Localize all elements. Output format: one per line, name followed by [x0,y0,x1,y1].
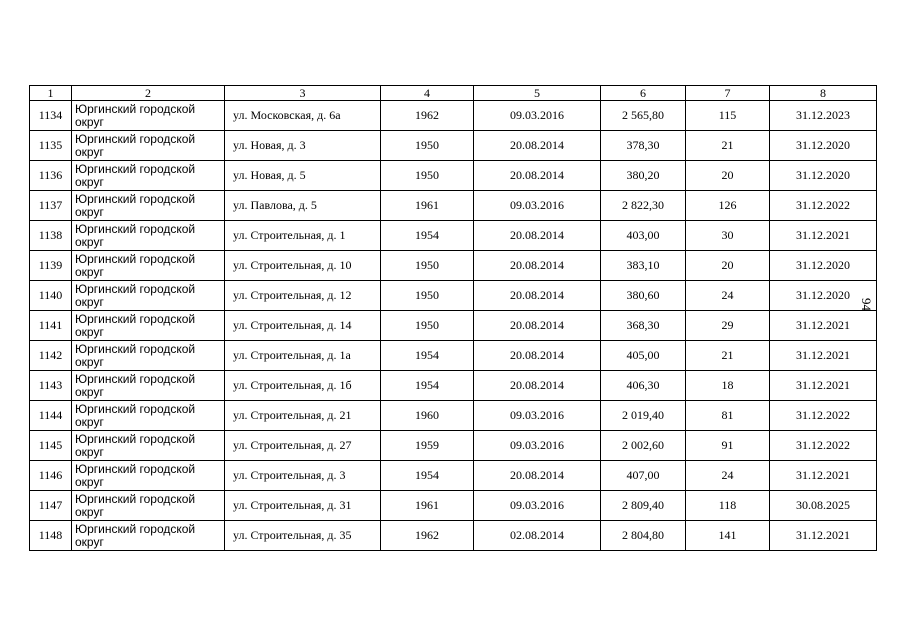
district-cell: Юргинский городской округ [72,191,225,221]
housing-table [29,85,877,551]
deadline-cell: 30.08.2025 [770,491,877,521]
residents-cell: 30 [686,221,770,251]
table-row [30,431,877,461]
deadline-cell: 31.12.2021 [770,221,877,251]
year-cell: 1954 [381,461,474,491]
date-cell: 09.03.2016 [474,401,601,431]
table-row [30,461,877,491]
table-row [30,341,877,371]
address-cell: ул. Павлова, д. 5 [225,191,381,221]
table-row [30,401,877,431]
year-cell: 1962 [381,521,474,551]
district-cell: Юргинский городской округ [72,131,225,161]
table-body [30,101,877,551]
area-cell: 2 804,80 [601,521,686,551]
district-cell: Юргинский городской округ [72,371,225,401]
residents-cell: 118 [686,491,770,521]
date-cell: 09.03.2016 [474,491,601,521]
address-cell: ул. Строительная, д. 27 [225,431,381,461]
address-cell: ул. Новая, д. 5 [225,161,381,191]
area-cell: 407,00 [601,461,686,491]
date-cell: 20.08.2014 [474,221,601,251]
residents-cell: 18 [686,371,770,401]
row-number-cell: 1144 [30,401,72,431]
area-cell: 378,30 [601,131,686,161]
row-number-cell: 1138 [30,221,72,251]
deadline-cell: 31.12.2020 [770,281,877,311]
deadline-cell: 31.12.2020 [770,131,877,161]
row-number-cell: 1136 [30,161,72,191]
district-cell: Юргинский городской округ [72,341,225,371]
address-cell: ул. Строительная, д. 35 [225,521,381,551]
date-cell: 20.08.2014 [474,161,601,191]
year-cell: 1950 [381,161,474,191]
residents-cell: 81 [686,401,770,431]
address-cell: ул. Строительная, д. 1б [225,371,381,401]
table-row [30,221,877,251]
area-cell: 380,20 [601,161,686,191]
row-number-cell: 1141 [30,311,72,341]
residents-cell: 24 [686,281,770,311]
year-cell: 1950 [381,251,474,281]
date-cell: 20.08.2014 [474,281,601,311]
date-cell: 20.08.2014 [474,311,601,341]
area-cell: 2 565,80 [601,101,686,131]
area-cell: 406,30 [601,371,686,401]
district-cell: Юргинский городской округ [72,431,225,461]
deadline-cell: 31.12.2022 [770,431,877,461]
address-cell: ул. Строительная, д. 14 [225,311,381,341]
district-cell: Юргинский городской округ [72,461,225,491]
deadline-cell: 31.12.2022 [770,191,877,221]
deadline-cell: 31.12.2022 [770,401,877,431]
row-number-cell: 1137 [30,191,72,221]
table-row [30,311,877,341]
column-header: 7 [686,86,770,101]
residents-cell: 126 [686,191,770,221]
address-cell: ул. Новая, д. 3 [225,131,381,161]
table-row [30,131,877,161]
address-cell: ул. Строительная, д. 1 [225,221,381,251]
deadline-cell: 31.12.2021 [770,341,877,371]
area-cell: 403,00 [601,221,686,251]
table-row [30,491,877,521]
year-cell: 1950 [381,311,474,341]
column-header: 6 [601,86,686,101]
column-header: 4 [381,86,474,101]
date-cell: 09.03.2016 [474,101,601,131]
area-cell: 2 002,60 [601,431,686,461]
row-number-cell: 1135 [30,131,72,161]
date-cell: 09.03.2016 [474,431,601,461]
deadline-cell: 31.12.2020 [770,251,877,281]
year-cell: 1954 [381,221,474,251]
residents-cell: 91 [686,431,770,461]
table-row [30,191,877,221]
column-header: 3 [225,86,381,101]
date-cell: 02.08.2014 [474,521,601,551]
row-number-cell: 1140 [30,281,72,311]
year-cell: 1954 [381,371,474,401]
residents-cell: 29 [686,311,770,341]
date-cell: 20.08.2014 [474,131,601,161]
address-cell: ул. Строительная, д. 3 [225,461,381,491]
row-number-cell: 1143 [30,371,72,401]
district-cell: Юргинский городской округ [72,401,225,431]
district-cell: Юргинский городской округ [72,521,225,551]
district-cell: Юргинский городской округ [72,101,225,131]
row-number-cell: 1139 [30,251,72,281]
table-row [30,281,877,311]
deadline-cell: 31.12.2021 [770,461,877,491]
address-cell: ул. Строительная, д. 1а [225,341,381,371]
address-cell: ул. Строительная, д. 12 [225,281,381,311]
date-cell: 20.08.2014 [474,461,601,491]
row-number-cell: 1148 [30,521,72,551]
date-cell: 20.08.2014 [474,341,601,371]
date-cell: 20.08.2014 [474,371,601,401]
district-cell: Юргинский городской округ [72,311,225,341]
row-number-cell: 1145 [30,431,72,461]
district-cell: Юргинский городской округ [72,491,225,521]
column-header: 5 [474,86,601,101]
year-cell: 1960 [381,401,474,431]
table-row [30,101,877,131]
residents-cell: 21 [686,341,770,371]
area-cell: 368,30 [601,311,686,341]
table-row [30,251,877,281]
row-number-cell: 1142 [30,341,72,371]
deadline-cell: 31.12.2021 [770,311,877,341]
area-cell: 380,60 [601,281,686,311]
deadline-cell: 31.12.2023 [770,101,877,131]
address-cell: ул. Строительная, д. 31 [225,491,381,521]
address-cell: ул. Строительная, д. 10 [225,251,381,281]
row-number-cell: 1147 [30,491,72,521]
residents-cell: 20 [686,251,770,281]
deadline-cell: 31.12.2021 [770,371,877,401]
row-number-cell: 1146 [30,461,72,491]
district-cell: Юргинский городской округ [72,251,225,281]
year-cell: 1961 [381,491,474,521]
column-header: 2 [72,86,225,101]
column-header: 8 [770,86,877,101]
residents-cell: 115 [686,101,770,131]
residents-cell: 21 [686,131,770,161]
district-cell: Юргинский городской округ [72,221,225,251]
year-cell: 1959 [381,431,474,461]
table-row [30,161,877,191]
year-cell: 1950 [381,131,474,161]
date-cell: 09.03.2016 [474,191,601,221]
area-cell: 383,10 [601,251,686,281]
column-header: 1 [30,86,72,101]
area-cell: 2 809,40 [601,491,686,521]
residents-cell: 20 [686,161,770,191]
year-cell: 1950 [381,281,474,311]
address-cell: ул. Строительная, д. 21 [225,401,381,431]
area-cell: 405,00 [601,341,686,371]
residents-cell: 141 [686,521,770,551]
area-cell: 2 822,30 [601,191,686,221]
table-row [30,371,877,401]
year-cell: 1954 [381,341,474,371]
year-cell: 1961 [381,191,474,221]
district-cell: Юргинский городской округ [72,281,225,311]
table-row [30,521,877,551]
year-cell: 1962 [381,101,474,131]
row-number-cell: 1134 [30,101,72,131]
district-cell: Юргинский городской округ [72,161,225,191]
area-cell: 2 019,40 [601,401,686,431]
deadline-cell: 31.12.2021 [770,521,877,551]
deadline-cell: 31.12.2020 [770,161,877,191]
address-cell: ул. Московская, д. 6а [225,101,381,131]
residents-cell: 24 [686,461,770,491]
header-row [30,86,877,101]
page-number: 94 [859,298,874,311]
date-cell: 20.08.2014 [474,251,601,281]
